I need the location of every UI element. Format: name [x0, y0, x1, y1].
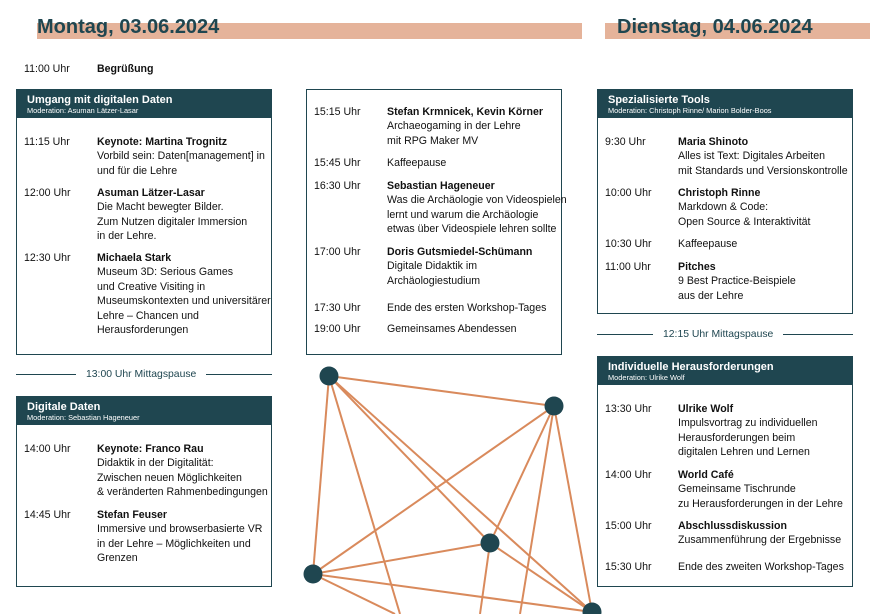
schedule-item: [314, 322, 557, 336]
item-speaker: Michaela Stark: [97, 252, 172, 264]
network-edge: [490, 543, 592, 612]
item-speaker: Doris Gutsmiedel-Schümann: [387, 246, 533, 258]
session-header: [17, 90, 271, 118]
item-time: 10:30 Uhr: [605, 238, 652, 250]
item-description-line: Open Source & Interaktivität: [678, 215, 811, 228]
item-description-line: digitalen Lehren und Lernen: [678, 446, 810, 459]
divider: [597, 334, 653, 335]
session-header: [598, 90, 852, 118]
item-body: [678, 519, 848, 548]
session-moderation: Moderation: Asuman Lätzer-Lasar: [27, 106, 139, 115]
item-time: 14:00 Uhr: [24, 443, 71, 455]
item-time: 11:00 Uhr: [605, 261, 651, 273]
session-moderation: Moderation: Sebastian Hageneuer: [27, 413, 140, 422]
item-time: 15:00 Uhr: [605, 520, 652, 532]
item-description-line: Kaffeepause: [387, 157, 447, 169]
schedule-item: [24, 442, 267, 500]
schedule-item: [605, 468, 848, 511]
item-description-line: Museumskontexten und universitärer: [97, 295, 271, 308]
schedule-item: [605, 519, 848, 548]
item-time: 13:30 Uhr: [605, 403, 652, 415]
item-description-line: Herausforderungen beim: [678, 431, 796, 444]
network-node: [545, 397, 564, 416]
item-time: 12:00 Uhr: [24, 187, 71, 199]
welcome-label: Begrüßung: [97, 63, 154, 75]
item-body: [678, 135, 848, 178]
item-description-line: in der Lehre.: [97, 230, 157, 243]
item-description-line: und Creative Visiting in: [97, 280, 206, 293]
item-description-line: in der Lehre – Möglichkeiten und: [97, 537, 251, 550]
item-speaker: Pitches: [678, 261, 716, 273]
item-time: 15:15 Uhr: [314, 106, 361, 118]
item-body: [678, 186, 848, 229]
item-description-line: Vorbild sein: Daten[management] in: [97, 150, 265, 163]
item-description-line: Zum Nutzen digitaler Immersion: [97, 215, 248, 228]
schedule-item: [24, 508, 267, 566]
item-description-line: Grenzen: [97, 552, 138, 565]
session-umgang-mit-digitalen-daten: [16, 89, 272, 355]
network-edge: [313, 574, 592, 612]
item-description-line: Alles ist Text: Digitales Arbeiten: [678, 150, 826, 163]
schedule-item: [314, 301, 557, 315]
item-description-line: Die Macht bewegter Bilder.: [97, 201, 224, 214]
session-afternoon-day1: [306, 89, 567, 355]
network-edge: [313, 543, 490, 574]
item-body: [387, 245, 557, 288]
schedule-item: [605, 260, 848, 303]
session-title: Digitale Daten: [27, 401, 101, 413]
session-moderation: Moderation: Christoph Rinne/ Marion Bolder-Boos: [608, 106, 772, 115]
item-speaker: Abschlussdiskussion: [678, 520, 787, 532]
item-description-line: Impulsvortrag zu individuellen: [678, 417, 818, 430]
item-body: [678, 237, 848, 251]
lunch-break-day1: [16, 369, 272, 380]
item-time: 16:30 Uhr: [314, 180, 361, 192]
schedule-item: [605, 237, 848, 251]
item-description-line: Museum 3D: Serious Games: [97, 266, 234, 279]
schedule-item: [605, 560, 848, 574]
item-description-line: aus der Lehre: [678, 289, 744, 302]
item-description-line: lernt und warum die Archäologie: [387, 208, 539, 221]
item-speaker: Stefan Feuser: [97, 509, 168, 521]
item-description-line: Ende des zweiten Workshop-Tages: [678, 561, 844, 573]
break-label: 12:15 Uhr Mittagspause: [663, 329, 774, 340]
item-description-line: Archäologiestudium: [387, 274, 481, 287]
welcome-time: 11:00 Uhr: [24, 63, 70, 75]
schedule-item: [314, 179, 567, 237]
item-body: [678, 260, 848, 303]
session-individuelle-herausforderungen: [597, 356, 853, 587]
item-description-line: Markdown & Code:: [678, 201, 769, 214]
network-node: [304, 565, 323, 584]
item-time: 15:45 Uhr: [314, 157, 361, 169]
session-title: Spezialisierte Tools: [608, 94, 710, 106]
item-description-line: zu Herausforderungen in der Lehre: [678, 497, 843, 510]
item-body: [97, 135, 267, 178]
item-speaker: Ulrike Wolf: [678, 403, 734, 415]
item-time: 14:45 Uhr: [24, 509, 71, 521]
item-description-line: etwas über Videospiele lehren sollte: [387, 223, 557, 236]
item-body: [387, 179, 567, 237]
item-body: [387, 156, 557, 170]
item-time: 11:15 Uhr: [24, 136, 70, 148]
divider: [206, 374, 272, 375]
schedule-item: [24, 135, 267, 178]
network-edge: [313, 406, 554, 574]
item-body: [387, 105, 557, 148]
network-edge: [329, 376, 554, 406]
item-description-line: und für die Lehre: [97, 164, 178, 177]
item-speaker: Sebastian Hageneuer: [387, 180, 495, 192]
item-description-line: Zusammenführung der Ergebnisse: [678, 534, 842, 547]
schedule-item: [24, 186, 267, 244]
item-description-line: Didaktik in der Digitalität:: [97, 457, 214, 470]
item-speaker: World Café: [678, 469, 734, 481]
day1-title: Montag, 03.06.2024: [37, 16, 220, 38]
item-description-line: Gemeinsames Abendessen: [387, 323, 517, 335]
item-description-line: Immersive und browserbasierte VR: [97, 523, 263, 536]
session-header: [598, 357, 852, 385]
session-title: Umgang mit digitalen Daten: [27, 94, 173, 106]
item-speaker: Keynote: Martina Trognitz: [97, 136, 228, 148]
item-description-line: Archaeogaming in der Lehre: [387, 120, 521, 133]
item-description-line: 9 Best Practice-Beispiele: [678, 275, 796, 288]
item-body: [97, 442, 268, 500]
network-node: [481, 534, 500, 553]
schedule-item: [24, 251, 271, 337]
item-body: [97, 186, 267, 244]
item-body: [678, 402, 848, 460]
schedule-item: [605, 402, 848, 460]
item-time: 9:30 Uhr: [605, 136, 646, 148]
item-description-line: Lehre – Chancen und: [97, 309, 199, 322]
item-body: [97, 251, 271, 337]
session-title: Individuelle Herausforderungen: [608, 361, 774, 373]
network-edge: [480, 543, 490, 614]
item-body: [387, 301, 557, 315]
session-moderation: Moderation: Ulrike Wolf: [608, 373, 685, 382]
network-edge: [313, 376, 329, 574]
session-digitale-daten: [16, 396, 272, 587]
divider: [783, 334, 853, 335]
item-time: 14:00 Uhr: [605, 469, 652, 481]
item-time: 12:30 Uhr: [24, 252, 71, 264]
network-node: [320, 367, 339, 386]
day2-title: Dienstag, 04.06.2024: [617, 16, 813, 38]
item-description-line: mit RPG Maker MV: [387, 134, 479, 147]
item-time: 10:00 Uhr: [605, 187, 652, 199]
item-body: [678, 560, 848, 574]
session-spezialisierte-tools: [597, 89, 853, 314]
break-label: 13:00 Uhr Mittagspause: [86, 369, 197, 380]
item-speaker: Stefan Krmnicek, Kevin Körner: [387, 106, 544, 118]
item-speaker: Maria Shinoto: [678, 136, 749, 148]
item-time: 17:30 Uhr: [314, 302, 361, 314]
item-speaker: Christoph Rinne: [678, 187, 761, 199]
item-description-line: Digitale Didaktik im: [387, 260, 478, 273]
network-nodes: [304, 367, 602, 614]
item-description-line: Kaffeepause: [678, 238, 738, 250]
schedule-item: [605, 135, 848, 178]
item-time: 15:30 Uhr: [605, 561, 652, 573]
item-body: [387, 322, 557, 336]
item-description-line: mit Standards und Versionskontrolle: [678, 164, 848, 177]
network-node: [583, 603, 602, 614]
item-body: [97, 508, 267, 566]
item-speaker: Asuman Lätzer-Lasar: [97, 187, 205, 199]
item-description-line: Herausforderungen: [97, 324, 189, 337]
lunch-break-day2: [597, 329, 853, 340]
item-body: [678, 468, 848, 511]
item-description-line: Ende des ersten Workshop-Tages: [387, 302, 547, 314]
item-time: 17:00 Uhr: [314, 246, 361, 258]
network-edge: [490, 406, 554, 543]
item-description-line: Gemeinsame Tischrunde: [678, 483, 796, 496]
network-edge: [554, 406, 592, 612]
schedule-item: [314, 245, 557, 288]
item-description-line: & veränderten Rahmenbedingungen: [97, 486, 268, 499]
divider: [16, 374, 76, 375]
item-description-line: Was die Archäologie von Videospielen: [387, 194, 567, 207]
schedule-item: [314, 105, 557, 148]
item-time: 19:00 Uhr: [314, 323, 361, 335]
schedule-item: [605, 186, 848, 229]
schedule-item: [314, 156, 557, 170]
item-speaker: Keynote: Franco Rau: [97, 443, 204, 455]
item-description-line: Zwischen neuen Möglichkeiten: [97, 471, 242, 484]
session-header: [17, 397, 271, 425]
